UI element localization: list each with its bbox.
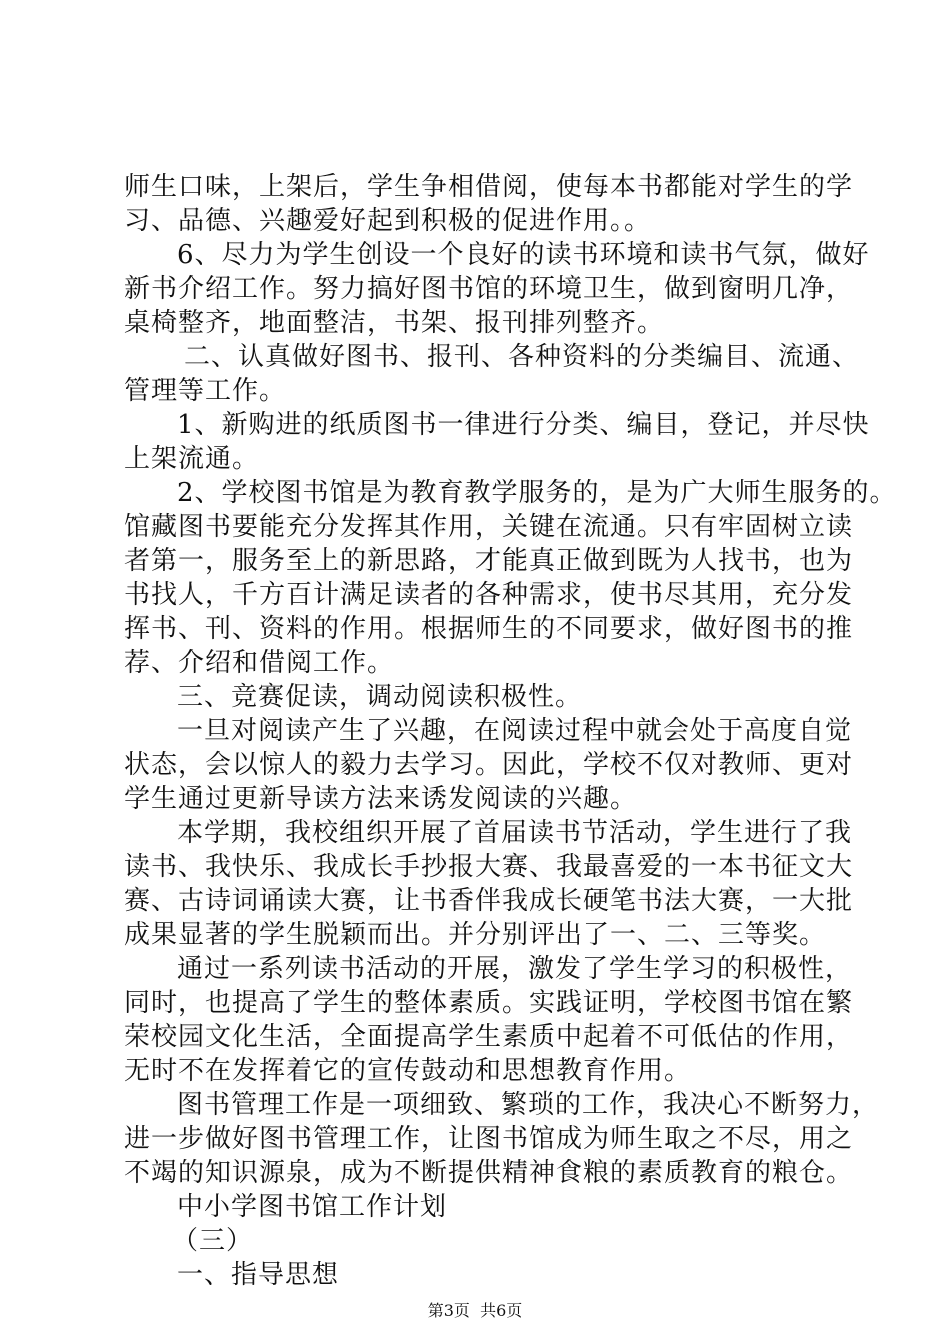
footer-spacer bbox=[470, 1301, 480, 1320]
page-footer bbox=[0, 1300, 950, 1322]
text-line: 上架流通。 bbox=[124, 444, 260, 474]
text-line: 6、尽力为学生创设一个良好的读书环境和读书气氛，做好 bbox=[177, 240, 870, 270]
text-line: 1、新购进的纸质图书一律进行分类、编目，登记，并尽快 bbox=[177, 410, 870, 440]
text-line: 挥书、刊、资料的作用。根据师生的不同要求，做好图书的推 bbox=[124, 614, 854, 644]
text-line: 赛、古诗词诵读大赛，让书香伴我成长硬笔书法大赛，一大批 bbox=[124, 886, 854, 916]
text-line: 一旦对阅读产生了兴趣，在阅读过程中就会处于高度自觉 bbox=[177, 716, 853, 746]
text-line: 图书管理工作是一项细致、繁琐的工作，我决心不断努力， bbox=[177, 1090, 880, 1120]
text-line: 师生口味，上架后，学生争相借阅，使每本书都能对学生的学 bbox=[124, 172, 854, 202]
text-line: 无时不在发挥着它的宣传鼓动和思想教育作用。 bbox=[124, 1056, 692, 1086]
text-line: 状态，会以惊人的毅力去学习。因此，学校不仅对教师、更对 bbox=[124, 750, 854, 780]
text-line: 馆藏图书要能充分发挥其作用，关键在流通。只有牢固树立读 bbox=[124, 512, 854, 542]
page-number: 第3页 bbox=[427, 1301, 470, 1320]
text-line: 荐、介绍和借阅工作。 bbox=[124, 648, 395, 678]
text-line: 不竭的知识源泉，成为不断提供精神食粮的素质教育的粮仓。 bbox=[124, 1158, 854, 1188]
total-pages: 共6页 bbox=[480, 1301, 523, 1320]
text-line: 读书、我快乐、我成长手抄报大赛、我最喜爱的一本书征文大 bbox=[124, 852, 854, 882]
text-line: 通过一系列读书活动的开展，激发了学生学习的积极性， bbox=[177, 954, 853, 984]
text-line: 进一步做好图书管理工作，让图书馆成为师生取之不尽，用之 bbox=[124, 1124, 854, 1154]
text-line: 成果显著的学生脱颖而出。并分别评出了一、二、三等奖。 bbox=[124, 920, 827, 950]
text-line: 三、竞赛促读，调动阅读积极性。 bbox=[177, 682, 583, 712]
text-line: 者第一，服务至上的新思路，才能真正做到既为人找书，也为 bbox=[124, 546, 854, 576]
document-heading: 中小学图书馆工作计划 bbox=[177, 1192, 448, 1222]
text-line: 学生通过更新导读方法来诱发阅读的兴趣。 bbox=[124, 784, 638, 814]
text-line: 荣校园文化生活，全面提高学生素质中起着不可低估的作用， bbox=[124, 1022, 854, 1052]
text-line: 同时，也提高了学生的整体素质。实践证明，学校图书馆在繁 bbox=[124, 988, 854, 1018]
text-line: 习、品德、兴趣爱好起到积极的促进作用。。 bbox=[124, 206, 652, 236]
section-number: （三） bbox=[172, 1226, 254, 1256]
text-line: 二、认真做好图书、报刊、各种资料的分类编目、流通、 bbox=[184, 342, 860, 372]
text-line: 新书介绍工作。努力搞好图书馆的环境卫生，做到窗明几净， bbox=[124, 274, 854, 304]
section-heading: 一、指导思想 bbox=[177, 1260, 340, 1290]
text-line: 桌椅整齐，地面整洁，书架、报刊排列整齐。 bbox=[124, 308, 665, 338]
text-line: 2、学校图书馆是为教育教学服务的，是为广大师生服务的。 bbox=[177, 478, 897, 508]
text-line: 本学期，我校组织开展了首届读书节活动，学生进行了我 bbox=[177, 818, 853, 848]
text-line: 书找人，千方百计满足读者的各种需求，使书尽其用，充分发 bbox=[124, 580, 854, 610]
text-line: 管理等工作。 bbox=[124, 376, 287, 406]
